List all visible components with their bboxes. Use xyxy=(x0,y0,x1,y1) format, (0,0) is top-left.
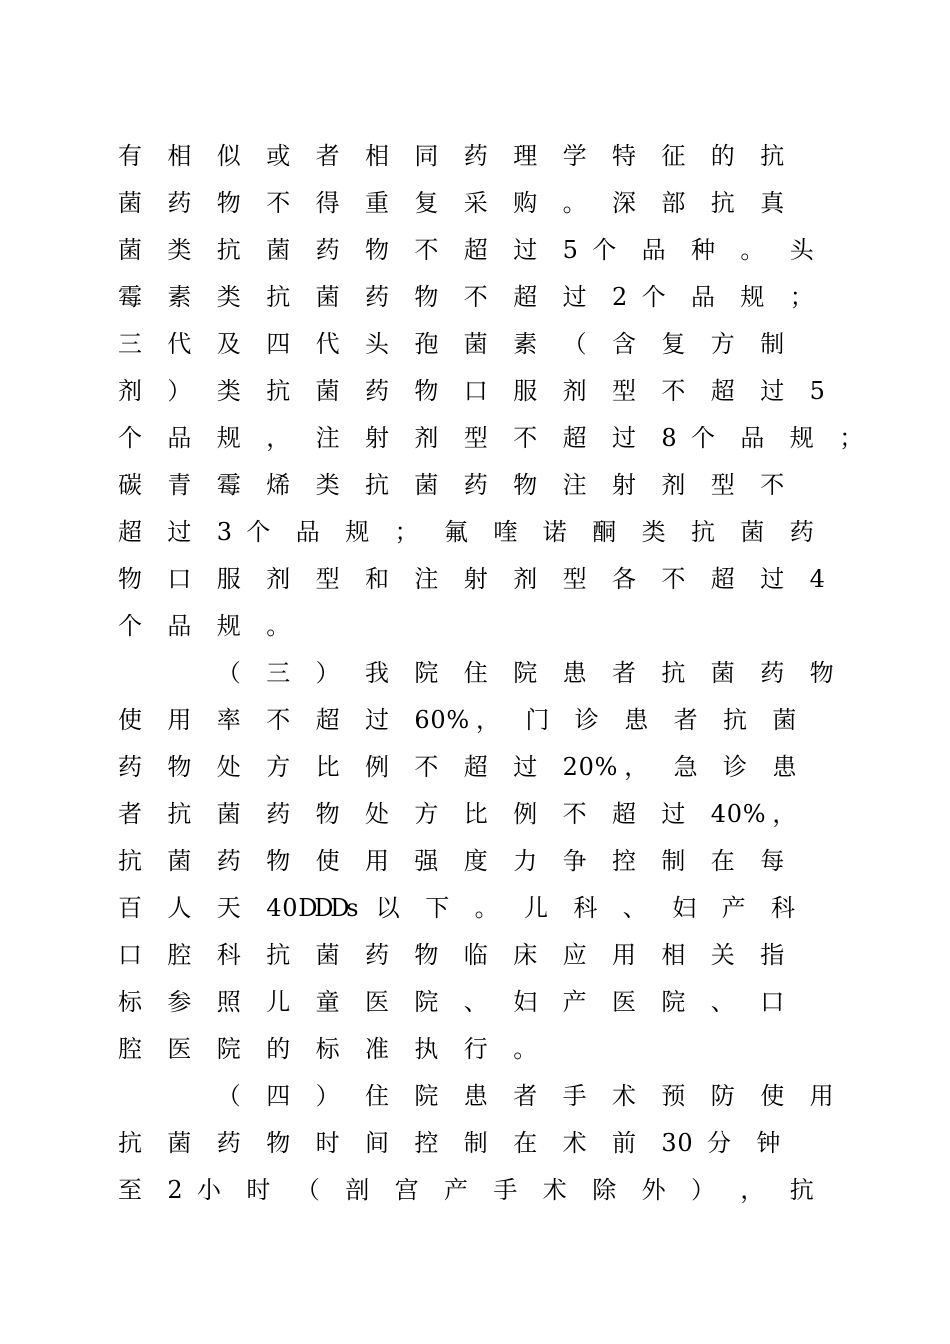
text-line: 碳 青 霉 烯 类 抗 菌 药 物 注 射 剂 型 不 xyxy=(118,471,785,499)
text-line: 物 口 服 剂 型 和 注 射 剂 型 各 不 超 过 4 xyxy=(118,565,825,593)
text-line: 标 参 照 儿 童 医 院 、 妇 产 医 院 、 口 xyxy=(118,988,785,1016)
text-line: 腔 医 院 的 标 准 执 行 。 xyxy=(118,1035,538,1063)
text-line: 抗 菌 药 物 使 用 强 度 力 争 控 制 在 每 xyxy=(118,847,785,875)
text-line: （ 四 ） 住 院 患 者 手 术 预 防 使 用 xyxy=(216,1082,834,1110)
text-line: 个 品 规 。 xyxy=(118,612,291,640)
text-line: 菌 药 物 不 得 重 复 采 购 。 深 部 抗 真 xyxy=(118,189,785,217)
text-line: 三 代 及 四 代 头 孢 菌 素 （ 含 复 方 制 xyxy=(118,330,785,358)
text-line: 有 相 似 或 者 相 同 药 理 学 特 征 的 抗 xyxy=(118,142,785,170)
text-line: 使 用 率 不 超 过 6 0 % ， 门 诊 患 者 抗 菌 xyxy=(118,706,797,734)
text-line: 口 腔 科 抗 菌 药 物 临 床 应 用 相 关 指 xyxy=(118,941,785,969)
text-line: 者 抗 菌 药 物 处 方 比 例 不 超 过 4 0 % ， xyxy=(118,800,797,828)
text-line: 霉 素 类 抗 菌 药 物 不 超 过 2 个 品 规 ； xyxy=(118,283,814,311)
text-line: 超 过 3 个 品 规 ； 氟 喹 诺 酮 类 抗 菌 药 xyxy=(118,518,814,546)
text-line: 剂 ） 类 抗 菌 药 物 口 服 剂 型 不 超 过 5 xyxy=(118,377,825,405)
text-line: 个 品 规 ， 注 射 剂 型 不 超 过 8 个 品 规 ； xyxy=(118,424,864,452)
text-line: 百 人 天 4 0 D D D s 以 下 。 儿 科 、 妇 产 科 xyxy=(118,894,795,922)
text-line: 抗 菌 药 物 时 间 控 制 在 术 前 3 0 分 钟 xyxy=(118,1129,781,1157)
text-line: 菌 类 抗 菌 药 物 不 超 过 5 个 品 种 。 头 xyxy=(118,236,814,264)
text-line: 药 物 处 方 比 例 不 超 过 2 0 % ， 急 诊 患 xyxy=(118,753,797,781)
text-line: （ 三 ） 我 院 住 院 患 者 抗 菌 药 物 xyxy=(216,659,834,687)
text-line: 至 2 小 时 （ 剖 宫 产 手 术 除 外 ） ， 抗 xyxy=(118,1176,814,1204)
